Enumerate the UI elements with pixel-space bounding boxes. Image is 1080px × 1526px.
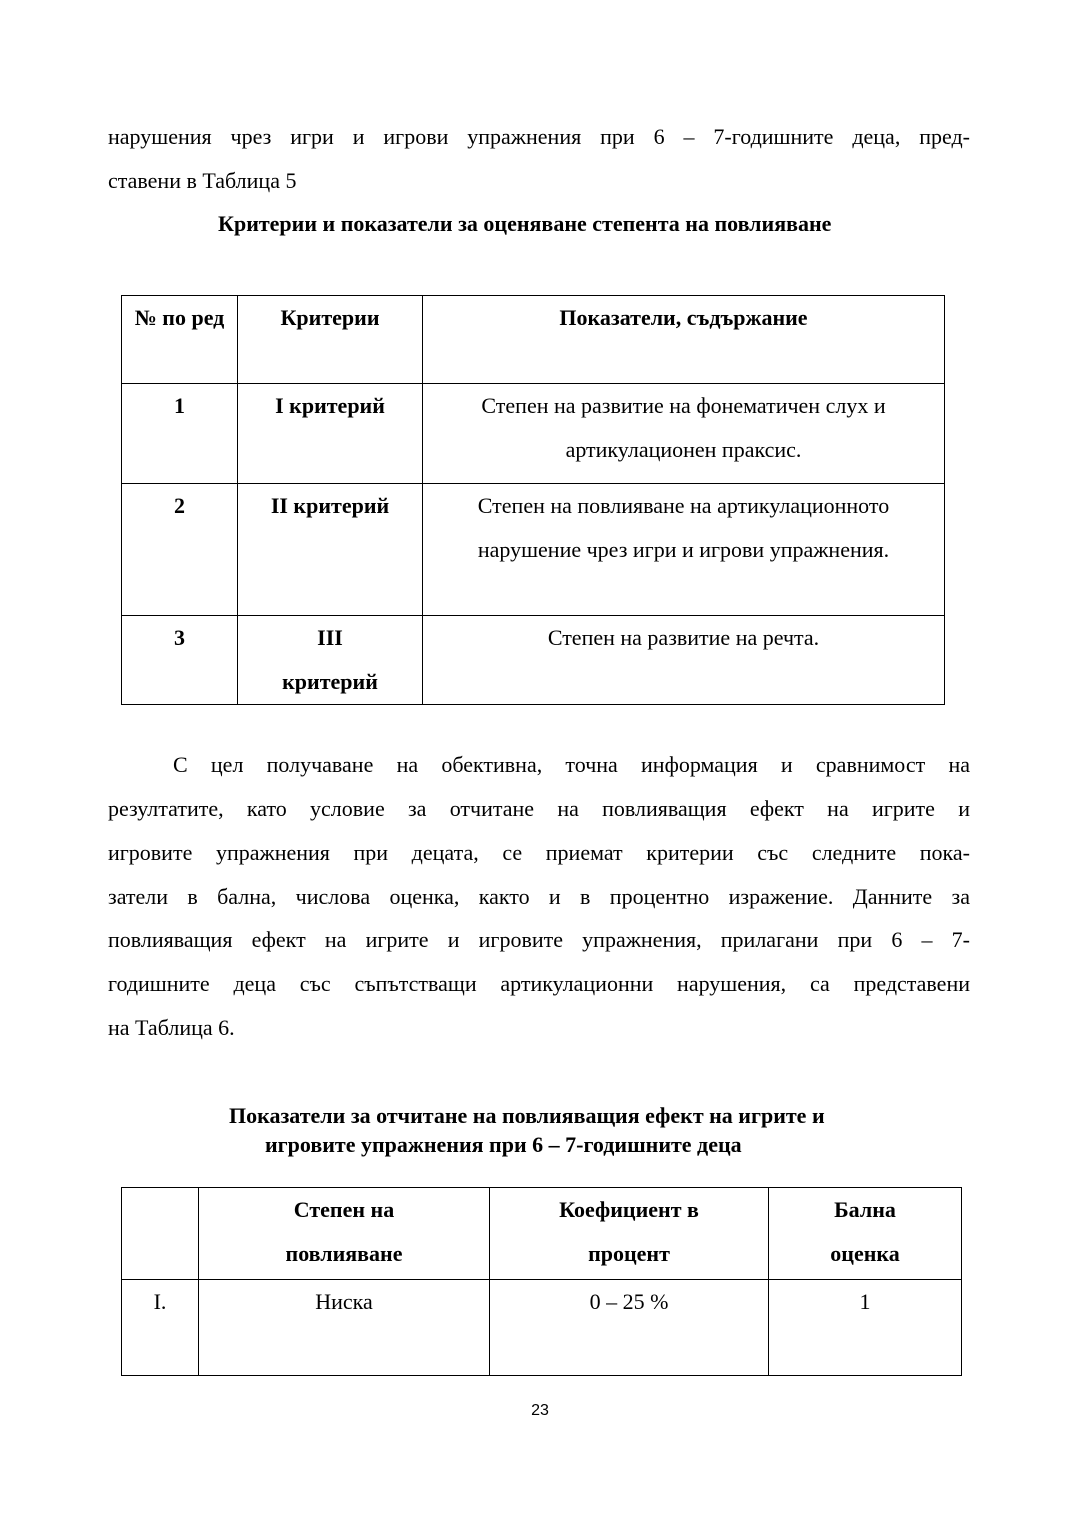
table5: [121, 295, 945, 705]
header-cell: Степен на повлияване: [199, 1188, 490, 1280]
table5-header-row: [122, 296, 945, 384]
paragraph-line: резултатите, като условие за отчитане на повлияващия ефект на игрите и: [108, 796, 970, 821]
row-number: I.: [122, 1280, 199, 1376]
table6-title-line1: Показатели за отчитане на повлияващия ефект на игрите и: [229, 1103, 825, 1128]
header-cell: Критерии: [238, 296, 423, 384]
header-cell: № по ред: [122, 296, 238, 384]
indicator: Степен на повлияване на артикулационното нарушение чрез игри и игрови упражнения.: [423, 484, 945, 616]
paragraph-line: повлияващия ефект на игрите и игровите упражнения, прилагани при 6 – 7-: [108, 927, 970, 952]
row-number: 2: [122, 484, 238, 616]
paragraph-line: затели в бална, числова оценка, както и в процентно изражение. Данните за: [108, 884, 970, 909]
criterion: II критерий: [238, 484, 423, 616]
criterion: III критерий: [238, 616, 423, 705]
table5-title: Критерии и показатели за оценяване степента на повлияване: [218, 211, 832, 236]
paragraph-line: игровите упражнения при децата, се приемат критерии със следните пока-: [108, 840, 970, 865]
table-row: [122, 616, 945, 705]
table-row: [122, 484, 945, 616]
table6-title-line2: игровите упражнения при 6 – 7-годишните деца: [265, 1132, 742, 1157]
header-cell: [122, 1188, 199, 1280]
paragraph-line: С цел получаване на обективна, точна информация и сравнимост на: [173, 752, 970, 777]
row-number: 3: [122, 616, 238, 705]
table-row: [122, 1280, 962, 1376]
paragraph-line: годишните деца със съпътстващи артикулационни нарушения, са представени: [108, 971, 970, 996]
indicator: Степен на развитие на речта.: [423, 616, 945, 705]
coefficient: 0 – 25 %: [490, 1280, 769, 1376]
header-cell: Коефициент в процент: [490, 1188, 769, 1280]
criterion: I критерий: [238, 384, 423, 484]
table6: [121, 1187, 962, 1376]
row-number: 1: [122, 384, 238, 484]
indicator: Степен на развитие на фонематичен слух и артикулационен праксис.: [423, 384, 945, 484]
table6-header-row: [122, 1188, 962, 1280]
score: 1: [769, 1280, 962, 1376]
header-cell: Показатели, съдържание: [423, 296, 945, 384]
paragraph-line: на Таблица 6.: [108, 1015, 235, 1040]
degree: Ниска: [199, 1280, 490, 1376]
table-row: [122, 384, 945, 484]
header-cell: Бална оценка: [769, 1188, 962, 1280]
intro-line: нарушения чрез игри и игрови упражнения при 6 – 7-годишните деца, пред-: [108, 124, 970, 149]
page-number: 23: [531, 1402, 549, 1419]
intro-line: ставени в Таблица 5: [108, 168, 297, 193]
